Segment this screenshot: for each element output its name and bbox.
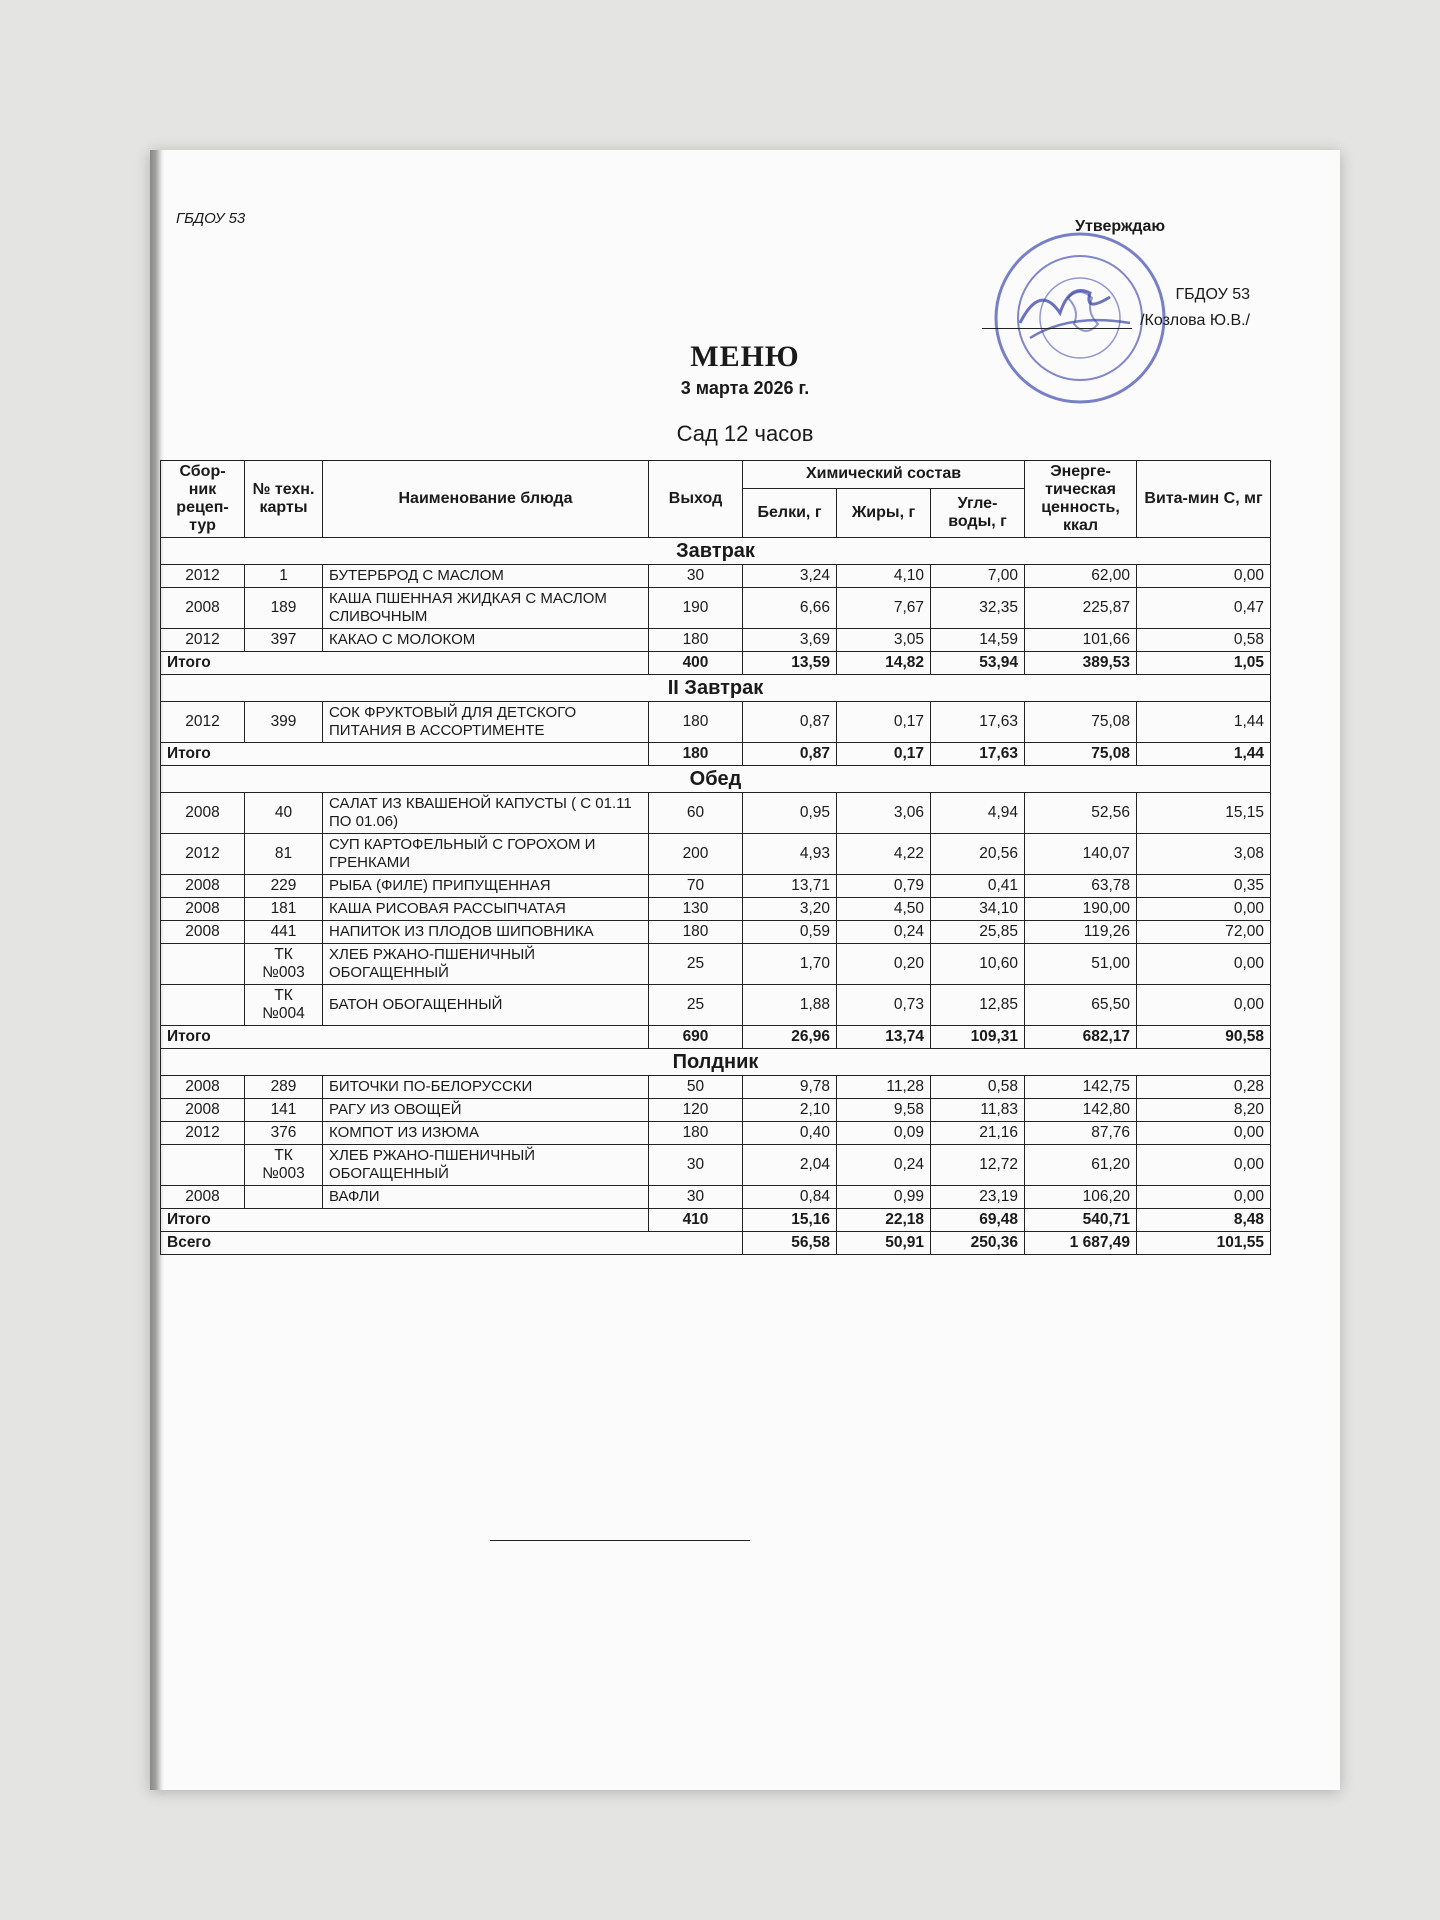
cell-carbs: 11,83 xyxy=(931,1099,1025,1122)
cell-protein: 2,04 xyxy=(743,1145,837,1186)
cell-vitamin: 0,58 xyxy=(1137,629,1271,652)
col-header-yield: Выход xyxy=(649,461,743,538)
cell-collection: 2012 xyxy=(161,1122,245,1145)
cell-fat: 0,73 xyxy=(837,985,931,1026)
cell-yield: 130 xyxy=(649,898,743,921)
cell-yield: 30 xyxy=(649,1186,743,1209)
col-header-fat: Жиры, г xyxy=(837,488,931,537)
cell-energy: 75,08 xyxy=(1025,702,1137,743)
col-header-dish: Наименование блюда xyxy=(323,461,649,538)
table-row xyxy=(161,921,1271,944)
cell-fat: 7,67 xyxy=(837,588,931,629)
org-label: ГБДОУ 53 xyxy=(176,210,246,227)
cell-dish: РЫБА (ФИЛЕ) ПРИПУЩЕННАЯ xyxy=(323,875,649,898)
cell-dish: РАГУ ИЗ ОВОЩЕЙ xyxy=(323,1099,649,1122)
section-title: II Завтрак xyxy=(161,675,1271,702)
cell-vitamin: 0,00 xyxy=(1137,898,1271,921)
cell-collection: 2012 xyxy=(161,834,245,875)
cell-vitamin: 0,00 xyxy=(1137,1122,1271,1145)
cell-energy: 140,07 xyxy=(1025,834,1137,875)
section-header-row xyxy=(161,766,1271,793)
cell-collection xyxy=(161,1145,245,1186)
section-total-row xyxy=(161,743,1271,766)
cell-card: ТК №003 xyxy=(245,1145,323,1186)
cell-energy: 142,80 xyxy=(1025,1099,1137,1122)
cell-carbs: 10,60 xyxy=(931,944,1025,985)
section-total-row xyxy=(161,1026,1271,1049)
table-row xyxy=(161,898,1271,921)
col-header-chem: Химический состав xyxy=(743,461,1025,489)
col-header-vitamin: Вита-мин С, мг xyxy=(1137,461,1271,538)
cell-dish: КАША ПШЕННАЯ ЖИДКАЯ С МАСЛОМ СЛИВОЧНЫМ xyxy=(323,588,649,629)
total-energy: 682,17 xyxy=(1025,1026,1137,1049)
table-row xyxy=(161,1099,1271,1122)
cell-card xyxy=(245,1186,323,1209)
cell-yield: 180 xyxy=(649,629,743,652)
cell-vitamin: 0,35 xyxy=(1137,875,1271,898)
cell-protein: 0,59 xyxy=(743,921,837,944)
total-vitamin: 1,05 xyxy=(1137,652,1271,675)
cell-dish: НАПИТОК ИЗ ПЛОДОВ ШИПОВНИКА xyxy=(323,921,649,944)
cell-card: 1 xyxy=(245,565,323,588)
cell-vitamin: 0,00 xyxy=(1137,985,1271,1026)
section-title: Полдник xyxy=(161,1049,1271,1076)
cell-yield: 50 xyxy=(649,1076,743,1099)
cell-energy: 119,26 xyxy=(1025,921,1137,944)
total-protein: 26,96 xyxy=(743,1026,837,1049)
cell-vitamin: 1,44 xyxy=(1137,702,1271,743)
table-row xyxy=(161,834,1271,875)
cell-energy: 62,00 xyxy=(1025,565,1137,588)
table-row xyxy=(161,1186,1271,1209)
cell-energy: 142,75 xyxy=(1025,1076,1137,1099)
title-block xyxy=(150,340,1340,447)
total-energy: 389,53 xyxy=(1025,652,1137,675)
cell-protein: 1,88 xyxy=(743,985,837,1026)
total-yield: 180 xyxy=(649,743,743,766)
cell-energy: 106,20 xyxy=(1025,1186,1137,1209)
col-header-collection: Сбор-ник рецеп-тур xyxy=(161,461,245,538)
total-protein: 0,87 xyxy=(743,743,837,766)
cell-fat: 0,09 xyxy=(837,1122,931,1145)
section-title: Обед xyxy=(161,766,1271,793)
table-row xyxy=(161,944,1271,985)
cell-carbs: 23,19 xyxy=(931,1186,1025,1209)
cell-collection: 2008 xyxy=(161,588,245,629)
cell-collection: 2008 xyxy=(161,898,245,921)
col-header-card: № техн. карты xyxy=(245,461,323,538)
grand-protein: 56,58 xyxy=(743,1232,837,1255)
cell-protein: 6,66 xyxy=(743,588,837,629)
cell-collection: 2008 xyxy=(161,921,245,944)
cell-card: 376 xyxy=(245,1122,323,1145)
total-carbs: 53,94 xyxy=(931,652,1025,675)
cell-vitamin: 0,00 xyxy=(1137,1145,1271,1186)
cell-dish: КАКАО С МОЛОКОМ xyxy=(323,629,649,652)
total-yield: 400 xyxy=(649,652,743,675)
cell-protein: 2,10 xyxy=(743,1099,837,1122)
cell-dish: БУТЕРБРОД С МАСЛОМ xyxy=(323,565,649,588)
cell-card: 399 xyxy=(245,702,323,743)
cell-fat: 4,50 xyxy=(837,898,931,921)
total-label: Итого xyxy=(161,743,649,766)
table-row xyxy=(161,588,1271,629)
cell-protein: 0,87 xyxy=(743,702,837,743)
cell-collection xyxy=(161,985,245,1026)
total-carbs: 109,31 xyxy=(931,1026,1025,1049)
cell-protein: 0,95 xyxy=(743,793,837,834)
signature-line xyxy=(982,328,1132,329)
footer-signature-line xyxy=(490,1540,750,1541)
cell-yield: 25 xyxy=(649,985,743,1026)
cell-dish: КОМПОТ ИЗ ИЗЮМА xyxy=(323,1122,649,1145)
cell-card: 441 xyxy=(245,921,323,944)
cell-carbs: 4,94 xyxy=(931,793,1025,834)
total-vitamin: 1,44 xyxy=(1137,743,1271,766)
table-row xyxy=(161,875,1271,898)
cell-yield: 60 xyxy=(649,793,743,834)
cell-fat: 0,24 xyxy=(837,1145,931,1186)
col-header-protein: Белки, г xyxy=(743,488,837,537)
cell-card: ТК №004 xyxy=(245,985,323,1026)
total-protein: 13,59 xyxy=(743,652,837,675)
cell-collection: 2008 xyxy=(161,793,245,834)
cell-dish: ВАФЛИ xyxy=(323,1186,649,1209)
cell-carbs: 0,58 xyxy=(931,1076,1025,1099)
cell-carbs: 25,85 xyxy=(931,921,1025,944)
cell-fat: 0,24 xyxy=(837,921,931,944)
cell-fat: 3,06 xyxy=(837,793,931,834)
cell-yield: 25 xyxy=(649,944,743,985)
cell-fat: 3,05 xyxy=(837,629,931,652)
cell-fat: 4,10 xyxy=(837,565,931,588)
section-total-row xyxy=(161,1209,1271,1232)
menu-date: 3 марта 2026 г. xyxy=(680,378,810,398)
total-fat: 22,18 xyxy=(837,1209,931,1232)
cell-carbs: 34,10 xyxy=(931,898,1025,921)
page-title: МЕНЮ xyxy=(690,340,800,373)
cell-yield: 180 xyxy=(649,921,743,944)
cell-card: 397 xyxy=(245,629,323,652)
cell-protein: 3,20 xyxy=(743,898,837,921)
total-fat: 14,82 xyxy=(837,652,931,675)
grand-energy: 1 687,49 xyxy=(1025,1232,1137,1255)
cell-carbs: 21,16 xyxy=(931,1122,1025,1145)
menu-table xyxy=(160,460,1271,1255)
cell-carbs: 12,72 xyxy=(931,1145,1025,1186)
total-label: Итого xyxy=(161,1026,649,1049)
cell-protein: 3,69 xyxy=(743,629,837,652)
table-row xyxy=(161,985,1271,1026)
section-header-row xyxy=(161,538,1271,565)
cell-yield: 30 xyxy=(649,565,743,588)
total-vitamin: 8,48 xyxy=(1137,1209,1271,1232)
cell-dish: БАТОН ОБОГАЩЕННЫЙ xyxy=(323,985,649,1026)
approve-title: Утверждаю xyxy=(1075,218,1165,235)
cell-energy: 225,87 xyxy=(1025,588,1137,629)
cell-card: 81 xyxy=(245,834,323,875)
cell-vitamin: 0,28 xyxy=(1137,1076,1271,1099)
cell-protein: 0,40 xyxy=(743,1122,837,1145)
cell-vitamin: 0,00 xyxy=(1137,1186,1271,1209)
cell-yield: 70 xyxy=(649,875,743,898)
cell-energy: 190,00 xyxy=(1025,898,1137,921)
cell-carbs: 32,35 xyxy=(931,588,1025,629)
cell-vitamin: 0,00 xyxy=(1137,944,1271,985)
cell-protein: 1,70 xyxy=(743,944,837,985)
approve-org: ГБДОУ 53 xyxy=(1175,286,1250,303)
total-label: Итого xyxy=(161,1209,649,1232)
cell-protein: 3,24 xyxy=(743,565,837,588)
cell-fat: 11,28 xyxy=(837,1076,931,1099)
total-carbs: 17,63 xyxy=(931,743,1025,766)
cell-yield: 200 xyxy=(649,834,743,875)
cell-yield: 180 xyxy=(649,1122,743,1145)
cell-dish: ХЛЕБ РЖАНО-ПШЕНИЧНЫЙ ОБОГАЩЕННЫЙ xyxy=(323,944,649,985)
cell-card: ТК №003 xyxy=(245,944,323,985)
cell-collection: 2008 xyxy=(161,875,245,898)
section-header-row xyxy=(161,675,1271,702)
cell-vitamin: 3,08 xyxy=(1137,834,1271,875)
cell-carbs: 17,63 xyxy=(931,702,1025,743)
grand-vitamin: 101,55 xyxy=(1137,1232,1271,1255)
cell-fat: 0,20 xyxy=(837,944,931,985)
total-fat: 0,17 xyxy=(837,743,931,766)
cell-fat: 4,22 xyxy=(837,834,931,875)
cell-protein: 13,71 xyxy=(743,875,837,898)
cell-yield: 190 xyxy=(649,588,743,629)
table-row xyxy=(161,702,1271,743)
table-row xyxy=(161,793,1271,834)
cell-fat: 9,58 xyxy=(837,1099,931,1122)
cell-collection: 2008 xyxy=(161,1186,245,1209)
cell-collection: 2012 xyxy=(161,702,245,743)
grand-total-label: Всего xyxy=(161,1232,743,1255)
cell-collection: 2012 xyxy=(161,565,245,588)
cell-dish: БИТОЧКИ ПО-БЕЛОРУССКИ xyxy=(323,1076,649,1099)
cell-card: 181 xyxy=(245,898,323,921)
table-row xyxy=(161,1145,1271,1186)
cell-vitamin: 72,00 xyxy=(1137,921,1271,944)
cell-collection: 2008 xyxy=(161,1076,245,1099)
cell-carbs: 0,41 xyxy=(931,875,1025,898)
cell-collection xyxy=(161,944,245,985)
total-energy: 540,71 xyxy=(1025,1209,1137,1232)
menu-subtitle: Сад 12 часов xyxy=(676,421,814,446)
cell-fat: 0,79 xyxy=(837,875,931,898)
cell-yield: 120 xyxy=(649,1099,743,1122)
cell-vitamin: 8,20 xyxy=(1137,1099,1271,1122)
cell-card: 141 xyxy=(245,1099,323,1122)
cell-protein: 0,84 xyxy=(743,1186,837,1209)
total-energy: 75,08 xyxy=(1025,743,1137,766)
col-header-carbs: Угле-воды, г xyxy=(931,488,1025,537)
cell-dish: ХЛЕБ РЖАНО-ПШЕНИЧНЫЙ ОБОГАЩЕННЫЙ xyxy=(323,1145,649,1186)
section-title: Завтрак xyxy=(161,538,1271,565)
cell-carbs: 20,56 xyxy=(931,834,1025,875)
total-label: Итого xyxy=(161,652,649,675)
cell-vitamin: 15,15 xyxy=(1137,793,1271,834)
cell-card: 289 xyxy=(245,1076,323,1099)
cell-carbs: 14,59 xyxy=(931,629,1025,652)
cell-dish: САЛАТ ИЗ КВАШЕНОЙ КАПУСТЫ ( С 01.11 ПО 01.06) xyxy=(323,793,649,834)
cell-collection: 2008 xyxy=(161,1099,245,1122)
cell-protein: 4,93 xyxy=(743,834,837,875)
cell-energy: 52,56 xyxy=(1025,793,1137,834)
total-protein: 15,16 xyxy=(743,1209,837,1232)
cell-card: 189 xyxy=(245,588,323,629)
cell-yield: 180 xyxy=(649,702,743,743)
cell-energy: 87,76 xyxy=(1025,1122,1137,1145)
approve-name: /Козлова Ю.В./ xyxy=(1140,312,1250,329)
cell-fat: 0,99 xyxy=(837,1186,931,1209)
col-header-energy: Энерге-тическая ценность, ккал xyxy=(1025,461,1137,538)
grand-total-row xyxy=(161,1232,1271,1255)
cell-card: 229 xyxy=(245,875,323,898)
cell-energy: 51,00 xyxy=(1025,944,1137,985)
table-row xyxy=(161,565,1271,588)
total-vitamin: 90,58 xyxy=(1137,1026,1271,1049)
cell-collection: 2012 xyxy=(161,629,245,652)
table-row xyxy=(161,629,1271,652)
cell-vitamin: 0,00 xyxy=(1137,565,1271,588)
cell-carbs: 7,00 xyxy=(931,565,1025,588)
table-row xyxy=(161,1076,1271,1099)
cell-card: 40 xyxy=(245,793,323,834)
grand-carbs: 250,36 xyxy=(931,1232,1025,1255)
cell-energy: 65,50 xyxy=(1025,985,1137,1026)
cell-vitamin: 0,47 xyxy=(1137,588,1271,629)
total-yield: 410 xyxy=(649,1209,743,1232)
grand-fat: 50,91 xyxy=(837,1232,931,1255)
table-row xyxy=(161,1122,1271,1145)
total-yield: 690 xyxy=(649,1026,743,1049)
cell-energy: 63,78 xyxy=(1025,875,1137,898)
cell-fat: 0,17 xyxy=(837,702,931,743)
cell-carbs: 12,85 xyxy=(931,985,1025,1026)
total-fat: 13,74 xyxy=(837,1026,931,1049)
section-header-row xyxy=(161,1049,1271,1076)
cell-yield: 30 xyxy=(649,1145,743,1186)
cell-energy: 101,66 xyxy=(1025,629,1137,652)
cell-dish: СУП КАРТОФЕЛЬНЫЙ С ГОРОХОМ И ГРЕНКАМИ xyxy=(323,834,649,875)
cell-dish: КАША РИСОВАЯ РАССЫПЧАТАЯ xyxy=(323,898,649,921)
total-carbs: 69,48 xyxy=(931,1209,1025,1232)
cell-dish: СОК ФРУКТОВЫЙ ДЛЯ ДЕТСКОГО ПИТАНИЯ В АССОРТИМЕНТЕ xyxy=(323,702,649,743)
menu-sheet xyxy=(150,150,1340,1790)
cell-protein: 9,78 xyxy=(743,1076,837,1099)
cell-energy: 61,20 xyxy=(1025,1145,1137,1186)
section-total-row xyxy=(161,652,1271,675)
